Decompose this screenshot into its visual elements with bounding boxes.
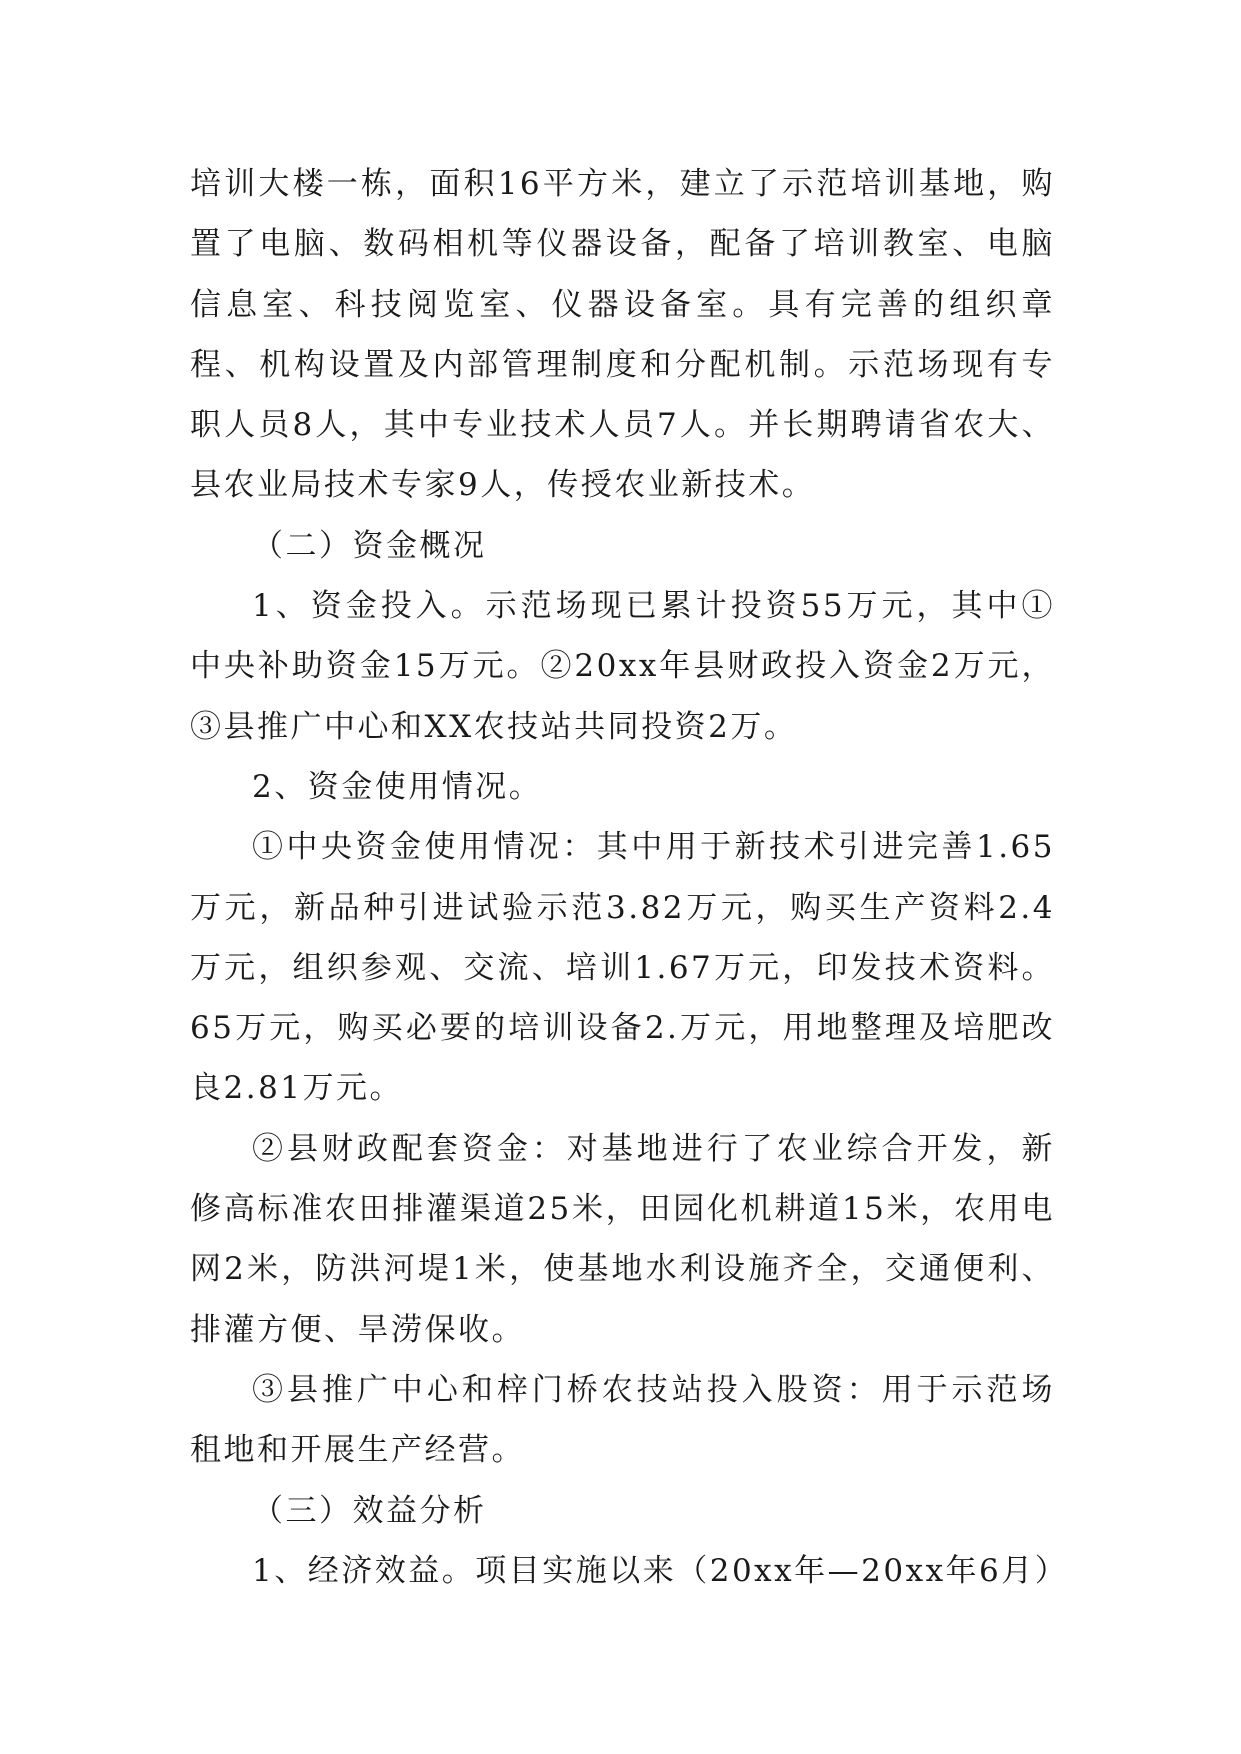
paragraph-training-building: 培训大楼一栋，面积16平方米，建立了示范培训基地，购置了电脑、数码相机等仪器设备，配备了培训教室、电脑信息室、科技阅览室、仪器设备室。具有完善的组织章程、机构设置及内部管理制度和分配机制。示范场现有专职人员8人，其中专业技术人员7人。并长期聘请省农大、县农业局技术专家9人，传授农业新技术。 — [190, 166, 1055, 504]
paragraph-funding-input: 1、资金投入。示范场现已累计投资55万元，其中①中央补助资金15万元。②20xx年县财政投入资金2万元，③县推广中心和XX农技站共同投资2万。 — [190, 588, 1055, 745]
paragraph-funding-usage-title: 2、资金使用情况。 — [252, 768, 543, 805]
document-body — [190, 154, 1069, 1601]
paragraph-economic-benefit: 1、经济效益。项目实施以来（20xx年—20xx年6月） — [252, 1552, 1069, 1589]
paragraph-county-matching-funds: ②县财政配套资金：对基地进行了农业综合开发，新修高标准农田排灌渠道25米，田园化机耕道15米，农用电网2米，防洪河堤1米，使基地水利设施齐全，交通便利、排灌方便、旱涝保收。 — [190, 1130, 1055, 1348]
paragraph-central-funding-usage: ①中央资金使用情况：其中用于新技术引进完善1.65万元，新品种引进试验示范3.82万元，购买生产资料2.4万元，组织参观、交流、培训1.67万元，印发技术资料。65万元，购买必要的培训设备2.万元，用地整理及培肥改良2.81万元。 — [190, 829, 1055, 1107]
paragraph-promotion-center-investment: ③县推广中心和梓门桥农技站投入股资：用于示范场租地和开展生产经营。 — [190, 1371, 1055, 1469]
section-heading-benefit-analysis: （三）效益分析 — [252, 1492, 487, 1529]
section-heading-funding-overview: （二）资金概况 — [252, 527, 487, 564]
